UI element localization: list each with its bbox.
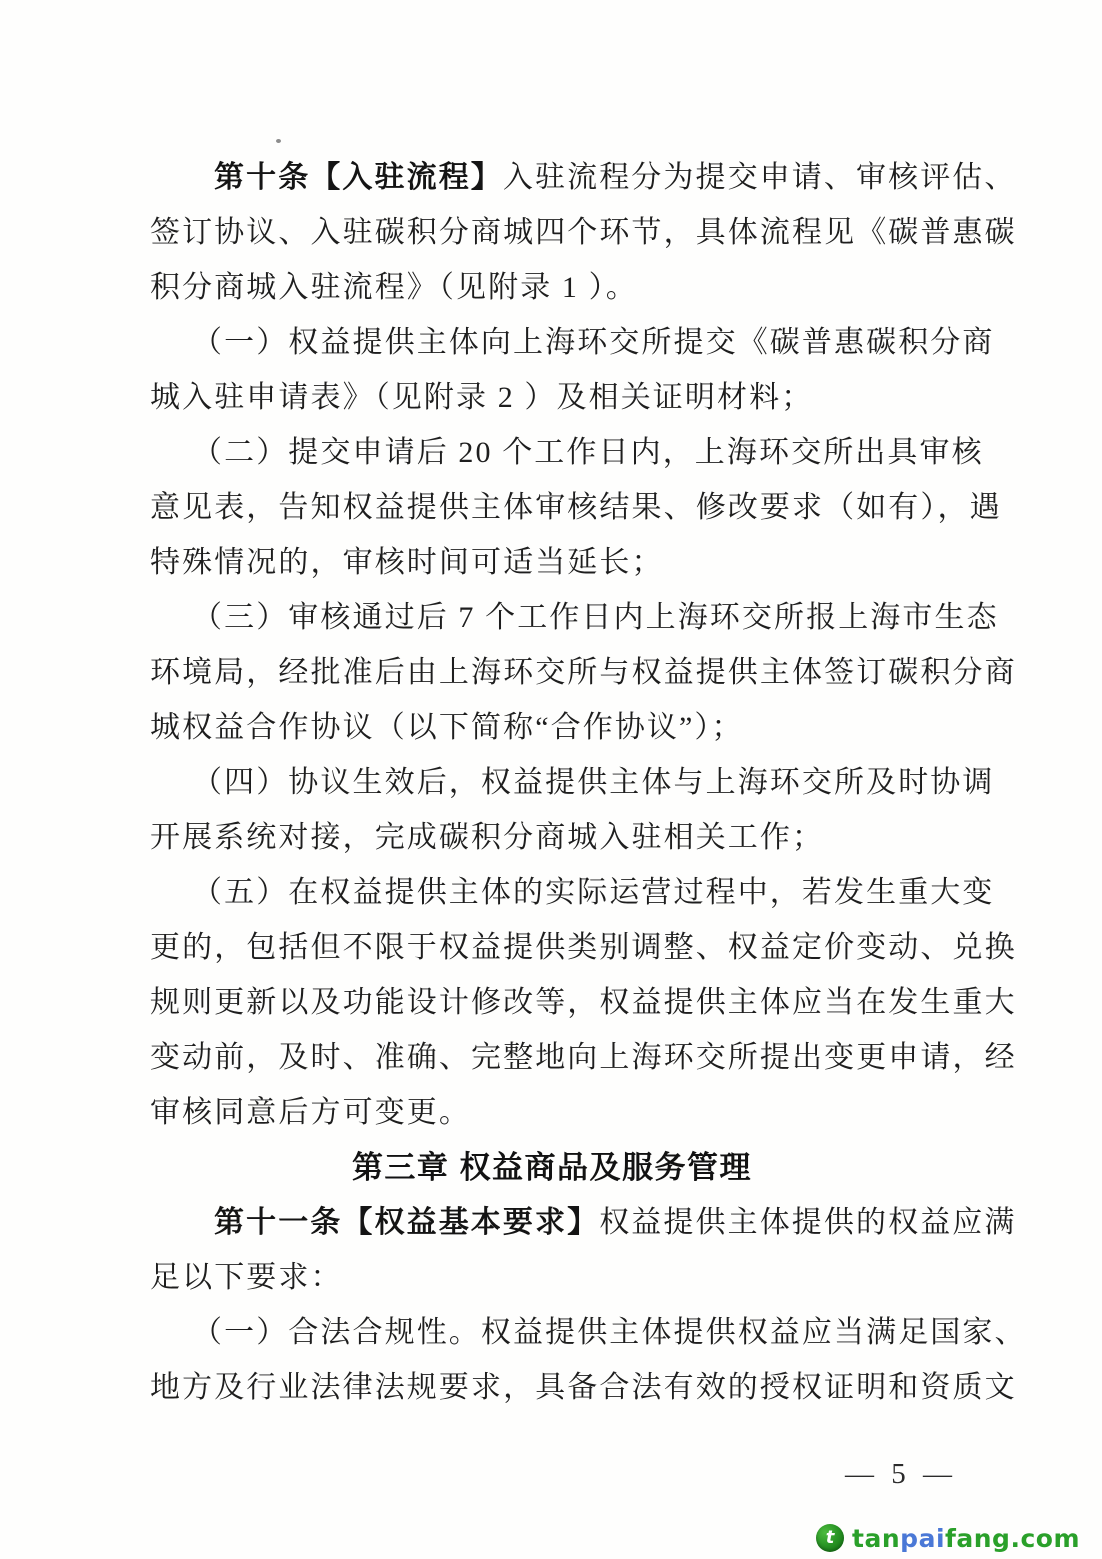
text-line: 更的，包括但不限于权益提供类别调整、权益定价变动、兑换 [150, 931, 1017, 964]
text-line: 环境局，经批准后由上海环交所与权益提供主体签订碳积分商 [150, 656, 1017, 689]
text-line: （一）权益提供主体向上海环交所提交《碳普惠碳积分商 [192, 326, 995, 359]
watermark-text-tan: tan [852, 1523, 901, 1553]
document-body [150, 150, 1027, 1415]
text-line: 特殊情况的，审核时间可适当延长； [150, 546, 664, 579]
watermark [816, 1524, 1080, 1552]
text-line: 城权益合作协议（以下简称“合作协议”）； [150, 711, 744, 744]
watermark-text-pai: pai [900, 1523, 946, 1553]
text-line: 城入驻申请表》（见附录 2 ）及相关证明材料； [150, 381, 814, 414]
text-line: 变动前，及时、准确、完整地向上海环交所提出变更申请，经 [150, 1041, 1017, 1074]
text-line: 规则更新以及功能设计修改等，权益提供主体应当在发生重大 [150, 986, 1017, 1019]
text-line: 第十条【入驻流程】入驻流程分为提交申请、审核评估、 [214, 161, 1017, 194]
article-opener: 第十一条【权益基本要求】 [214, 1206, 600, 1239]
text-line: 意见表，告知权益提供主体审核结果、修改要求（如有），遇 [150, 491, 1002, 524]
article-opener: 第十条【入驻流程】 [214, 161, 503, 194]
text-line: （五）在权益提供主体的实际运营过程中，若发生重大变 [192, 876, 995, 909]
text-line: 签订协议、入驻碳积分商城四个环节，具体流程见《碳普惠碳 [150, 216, 1017, 249]
text-line: 积分商城入驻流程》（见附录 1 ）。 [150, 271, 638, 304]
chapter-heading: 第三章 权益商品及服务管理 [351, 1150, 753, 1185]
text-line: （一）合法合规性。权益提供主体提供权益应当满足国家、 [192, 1316, 1027, 1349]
text-line: 开展系统对接，完成碳积分商城入驻相关工作； [150, 821, 825, 854]
page-number: — 5 — [845, 1458, 957, 1490]
text-line: 第十一条【权益基本要求】权益提供主体提供的权益应满 [214, 1206, 1017, 1239]
text-line: 审核同意后方可变更。 [150, 1096, 471, 1129]
tanpaifang-logo-icon: t [816, 1524, 844, 1552]
watermark-text [852, 1523, 1080, 1553]
watermark-text-fangcom: fang.com [945, 1523, 1080, 1553]
scan-speck [276, 139, 281, 143]
text-line: （二）提交申请后 20 个工作日内，上海环交所出具审核 [192, 436, 984, 469]
text-line: 足以下要求： [150, 1261, 343, 1294]
text-line: （四）协议生效后，权益提供主体与上海环交所及时协调 [192, 766, 995, 799]
text-line: （三）审核通过后 7 个工作日内上海环交所报上海市生态 [192, 601, 999, 634]
text-line: 地方及行业法律法规要求，具备合法有效的授权证明和资质文 [150, 1371, 1017, 1404]
